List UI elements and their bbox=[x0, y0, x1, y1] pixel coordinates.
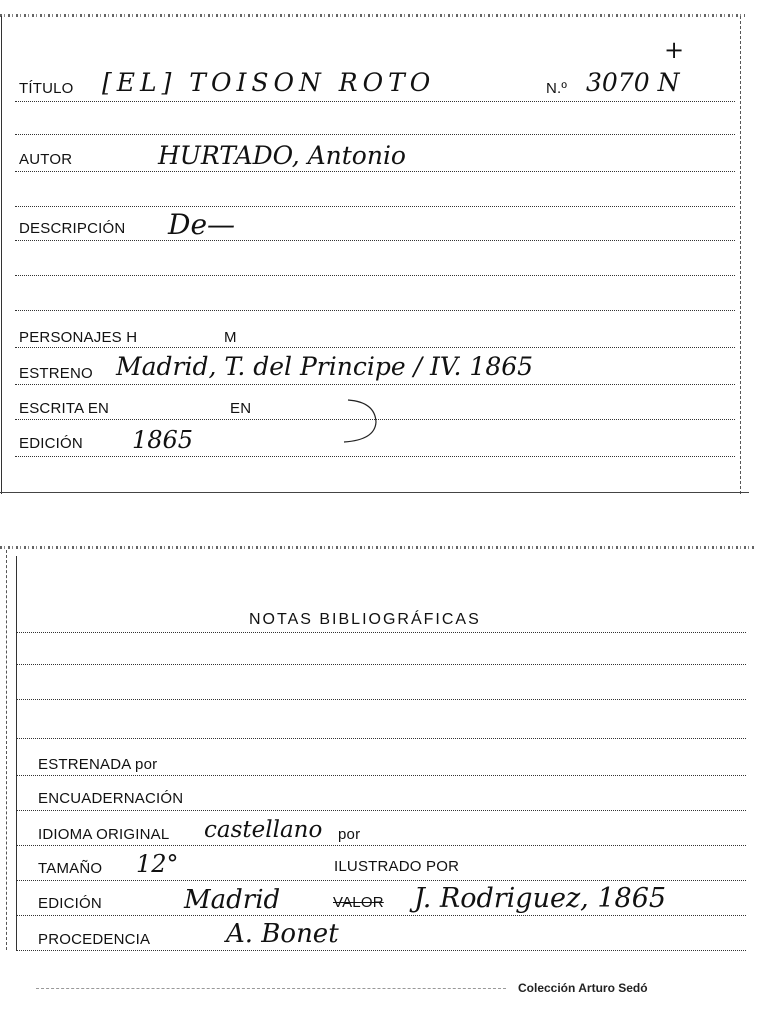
escrita-en-label: ESCRITA EN bbox=[19, 400, 110, 417]
personajes-label: PERSONAJES H bbox=[19, 329, 138, 346]
tamano-value: 12° bbox=[136, 850, 179, 878]
estreno-value: Madrid, T. del Principe / IV. 1865 bbox=[116, 352, 534, 381]
dotted-line-2 bbox=[15, 206, 735, 207]
card-top-edge bbox=[0, 14, 745, 17]
escrita-en-label-2: EN bbox=[230, 400, 252, 417]
autor-line bbox=[15, 171, 735, 172]
procedencia-line bbox=[16, 950, 746, 951]
procedencia-label: PROCEDENCIA bbox=[38, 931, 151, 948]
estrenada-label: ESTRENADA por bbox=[38, 756, 158, 773]
notas-heading: NOTAS BIBLIOGRÁFICAS bbox=[249, 611, 481, 628]
ilustrado-label: ILUSTRADO POR bbox=[334, 858, 460, 875]
valor-label: VALOR bbox=[333, 894, 384, 911]
collection-label: Colección Arturo Sedó bbox=[518, 981, 648, 995]
titulo-label: TÍTULO bbox=[19, 80, 74, 97]
encuadernacion-line bbox=[16, 810, 746, 811]
dotted-line-1 bbox=[15, 134, 735, 135]
titulo-line bbox=[15, 101, 735, 102]
back-line-1 bbox=[16, 632, 746, 633]
idioma-line bbox=[16, 845, 746, 846]
card-right-edge bbox=[740, 16, 741, 494]
punch-hole-mark bbox=[330, 392, 390, 452]
back-line-3 bbox=[16, 699, 746, 700]
descripcion-label: DESCRIPCIÓN bbox=[19, 220, 126, 237]
edicion-value: 1865 bbox=[132, 426, 194, 454]
edicion-back-label: EDICIÓN bbox=[38, 895, 102, 912]
card-back-inner-left bbox=[16, 556, 17, 950]
dotted-line-4 bbox=[15, 310, 735, 311]
personajes-line bbox=[15, 347, 735, 348]
card-bottom-edge bbox=[0, 492, 749, 493]
autor-value: HURTADO, Antonio bbox=[158, 141, 406, 170]
card-back-left-edge bbox=[6, 550, 7, 950]
edicion-back-value: Madrid bbox=[184, 885, 281, 915]
personajes-m-label: M bbox=[224, 329, 237, 346]
footer-dots bbox=[36, 988, 506, 989]
card-left-edge bbox=[1, 16, 2, 494]
titulo-value: [EL] TOISON ROTO bbox=[102, 68, 436, 97]
edicion-printer: J. Rodriguez, 1865 bbox=[414, 883, 667, 914]
edicion-back-line bbox=[16, 915, 746, 916]
dotted-line-3 bbox=[15, 275, 735, 276]
numero-mark: + bbox=[664, 36, 685, 64]
back-line-2 bbox=[16, 664, 746, 665]
idioma-value: castellano bbox=[204, 817, 323, 843]
encuadernacion-label: ENCUADERNACIÓN bbox=[38, 790, 184, 807]
descripcion-line bbox=[15, 240, 735, 241]
card-back-top-edge bbox=[0, 546, 755, 549]
descripcion-value: De— bbox=[168, 208, 236, 241]
procedencia-value: A. Bonet bbox=[226, 919, 339, 949]
numero-label: N.º bbox=[546, 80, 568, 97]
back-line-4 bbox=[16, 738, 746, 739]
numero-value: 3070 N bbox=[586, 68, 680, 97]
edicion-line bbox=[15, 456, 735, 457]
autor-label: AUTOR bbox=[19, 151, 73, 168]
estreno-label: ESTRENO bbox=[19, 365, 93, 382]
tamano-label: TAMAÑO bbox=[38, 860, 103, 877]
edicion-label: EDICIÓN bbox=[19, 435, 83, 452]
estreno-line bbox=[15, 384, 735, 385]
estrenada-line bbox=[16, 775, 746, 776]
idioma-label: IDIOMA ORIGINAL bbox=[38, 826, 170, 843]
idioma-por-label: por bbox=[338, 826, 361, 843]
tamano-line bbox=[16, 880, 746, 881]
